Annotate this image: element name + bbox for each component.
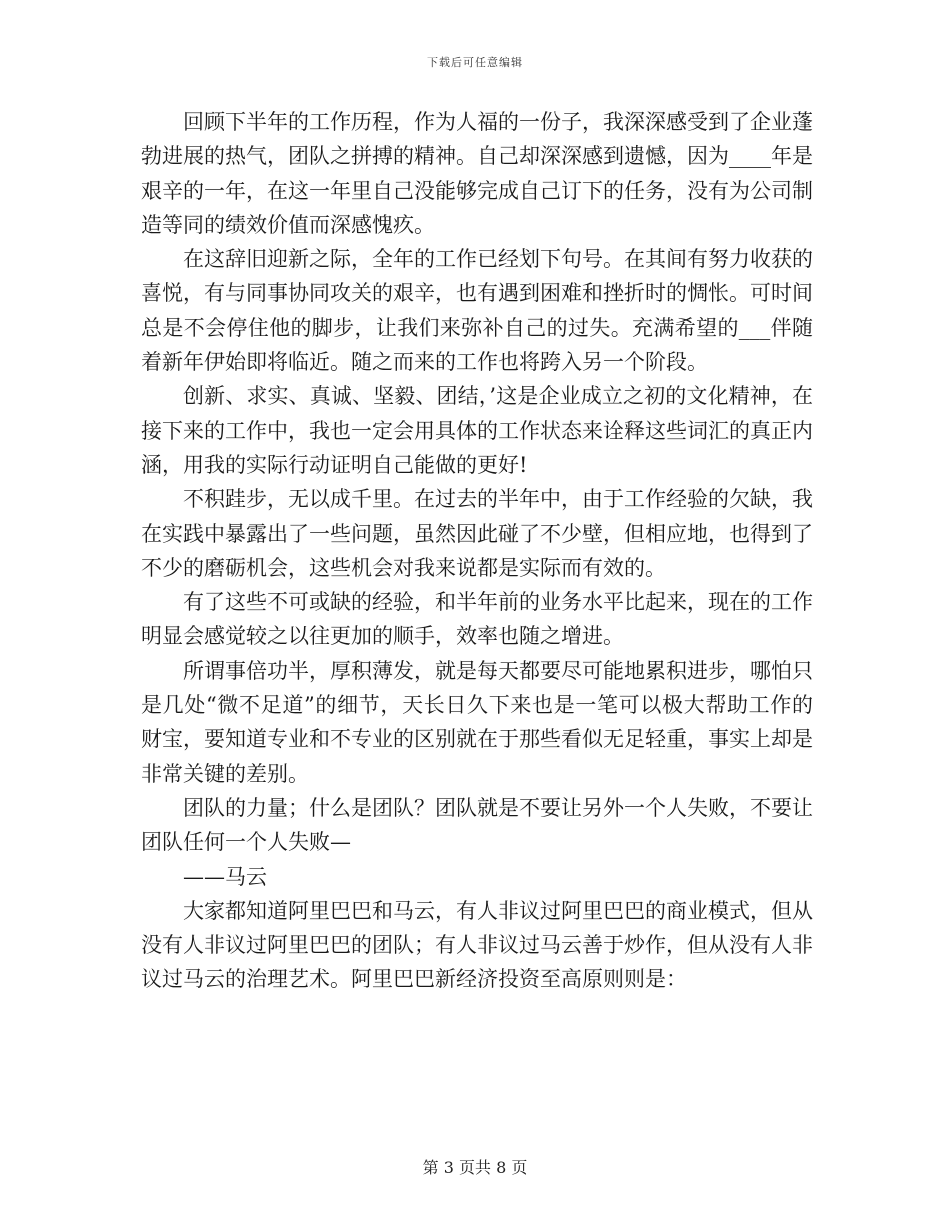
paragraph-culture: 创新、求实、真诚、坚毅、团结，’这是企业成立之初的文化精神，在接下来的工作中，我也一定会用具体的工作状态来诠释这些词汇的真正内涵，用我的实际行动证明自己能做的更好! — [141, 384, 813, 477]
page-header: 下载后可任意编辑 — [427, 56, 523, 69]
paragraph-review: 回顾下半年的工作历程，作为人福的一份子，我深深感受到了企业蓬勃进展的热气，团队之拼搏的精神。自己却深深感到遗憾，因为____年是艰辛的一年，在这一年里自己没能够完成自己订下的任务，没有为公司制造等同的绩效价值而深感愧疚。 — [141, 110, 813, 237]
document-body — [141, 105, 813, 997]
paragraph-team-quote: 团队的力量；什么是团队？团队就是不要让另外一个人失败，不要让团队任何一个人失败— — [141, 795, 813, 855]
page-number: 第 3 页共 8 页 — [422, 1158, 528, 1177]
paragraph-accumulation: 所谓事倍功半，厚积薄发，就是每天都要尽可能地累积进步，哪怕只是几处“微不足道”的细节，天长日久下来也是一笔可以极大帮助工作的财宝，要知道专业和不专业的区别就在于那些看似无足轻重，事实上却是非常关键的差别。 — [141, 658, 813, 786]
quote-attribution: ——马云 — [183, 864, 267, 889]
paragraph-new-year: 在这辞旧迎新之际，全年的工作已经划下句号。在其间有努力收获的喜悦，有与同事协同攻关的艰辛，也有遇到困难和挫折时的惆怅。可时间总是不会停住他的脚步，让我们来弥补自己的过失。充满希望的___伴随着新年伊始即将临近。随之而来的工作也将跨入另一个阶段。 — [141, 247, 813, 375]
paragraph-experience: 不积跬步，无以成千里。在过去的半年中，由于工作经验的欠缺，我在实践中暴露出了一些问题，虽然因此碰了不少壁，但相应地，也得到了不少的磨砺机会，这些机会对我来说都是实际而有效的。 — [141, 487, 813, 580]
paragraph-efficiency: 有了这些不可或缺的经验，和半年前的业务水平比起来，现在的工作明显会感觉较之以往更加的顺手，效率也随之增进。 — [141, 590, 813, 649]
paragraph-alibaba: 大家都知道阿里巴巴和马云，有人非议过阿里巴巴的商业模式，但从没有人非议过阿里巴巴的团队；有人非议过马云善于炒作，但从没有人非议过马云的治理艺术。阿里巴巴新经济投资至高原则则是： — [141, 898, 813, 992]
